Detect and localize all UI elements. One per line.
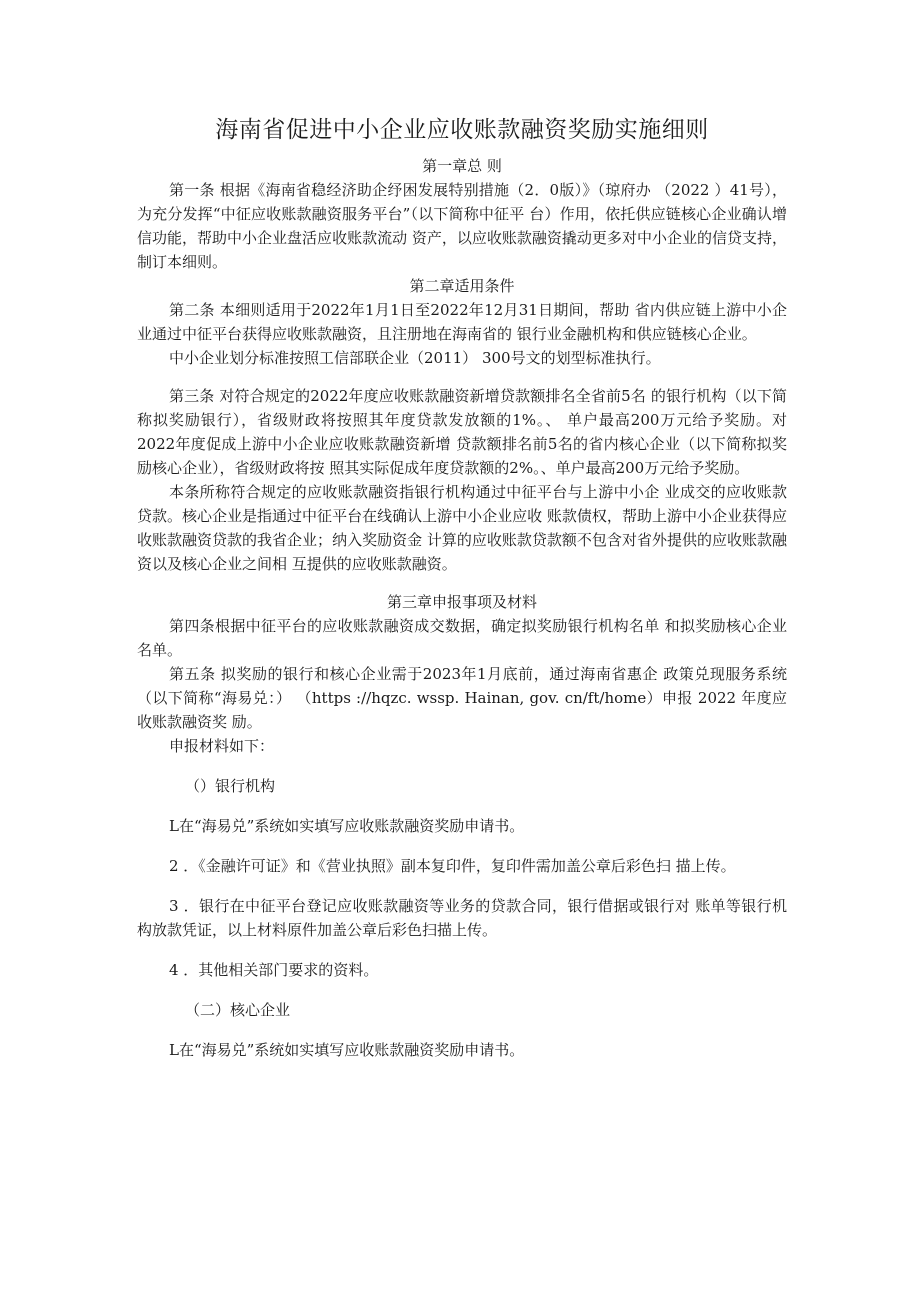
article-3-note: 本条所称符合规定的应收账款融资指银行机构通过中征平台与上游中小企 业成交的应收账款贷款。核心企业是指通过中征平台在线确认上游中小企业应收 账款债权，帮助上游中小企业获得应收账款融资贷款的我省企业；纳入奖励资金 计算的应收账款贷款额不包含对省外提供的应收账款融资以及核心企业之间相 互提供的应收账款融资。 — [137, 483, 787, 573]
article-1: 第一条 根据《海南省稳经济助企纾困发展特别措施（2．0版）》（琼府办 （2022 ）41号），为充分发挥“中征应收账款融资服务平台”（以下简称中征平 台）作用，依托供应链核心企业确认增信功能，帮助中小企业盘活应收账款流动 资产，以应收账款融资撬动更多对中小企业的信贷支持，制订本细则。 — [137, 181, 787, 271]
spacer — [137, 878, 787, 894]
chapter-2-heading: 第二章适用条件 — [409, 277, 515, 295]
spacer — [137, 942, 787, 958]
chapter-1-heading: 第一章总 则 — [422, 157, 502, 175]
spacer — [137, 838, 787, 854]
spacer — [137, 798, 787, 814]
materials-intro: 申报材料如下： — [169, 737, 275, 755]
article-4: 第四条根据中征平台的应收账款融资成交数据，确定拟奖励银行机构名单 和拟奖励核心企业名单。 — [137, 617, 787, 659]
spacer — [137, 758, 787, 774]
bank-section-heading: （）银行机构 — [185, 777, 276, 795]
core-section-heading: （二）核心企业 — [185, 1001, 291, 1019]
chapter-3-heading: 第三章申报事项及材料 — [386, 593, 537, 611]
spacer — [137, 982, 787, 998]
article-2-note: 中小企业划分标准按照工信部联企业（2011） 300号文的划型标准执行。 — [169, 349, 661, 367]
bank-item-1: L在“海易兑”系统如实填写应收账款融资奖励申请书。 — [169, 817, 525, 835]
document-title: 海南省促进中小企业应收账款融资奖励实施细则 — [215, 117, 709, 143]
article-5: 第五条 拟奖励的银行和核心企业需于2023年1月底前，通过海南省惠企 政策兑现服务系统（以下简称“海易兑：） （https ://hqzc. wssp. Hainan, gov. cn/ft/home）申报 2022 年度应收账款融资奖 励。 — [137, 665, 787, 731]
article-2: 第二条 本细则适用于2022年1月1日至2022年12月31日期间，帮助 省内供应链上游中小企业通过中征平台获得应收账款融资，且注册地在海南省的 银行业金融机构和供应链核心企业。 — [137, 301, 787, 343]
spacer — [137, 1022, 787, 1038]
document-body — [137, 112, 787, 1062]
bank-item-2: 2 ．《金融许可证》和《营业执照》副本复印件，复印件需加盖公章后彩色扫 描上传。 — [169, 857, 736, 875]
spacer — [137, 370, 787, 384]
article-3: 第三条 对符合规定的2022年度应收账款融资新增贷款额排名全省前5名 的银行机构（以下简称拟奖励银行），省级财政将按照其年度贷款发放额的1%。、 单户最高200万元给予奖励。对2022年度促成上游中小企业应收账款融资新增 贷款额排名前5名的省内核心企业（以下简称拟奖励核心企业），省级财政将按 照其实际促成年度贷款额的2%。、单户最高200万元给予奖励。 — [137, 387, 787, 477]
bank-item-3: 3 ．银行在中征平台登记应收账款融资等业务的贷款合同，银行借据或银行对 账单等银行机构放款凭证，以上材料原件加盖公章后彩色扫描上传。 — [137, 897, 787, 939]
bank-item-4: 4 ．其他相关部门要求的资料。 — [169, 961, 379, 979]
core-item-1: L在“海易兑”系统如实填写应收账款融资奖励申请书。 — [169, 1041, 525, 1059]
spacer — [137, 576, 787, 590]
